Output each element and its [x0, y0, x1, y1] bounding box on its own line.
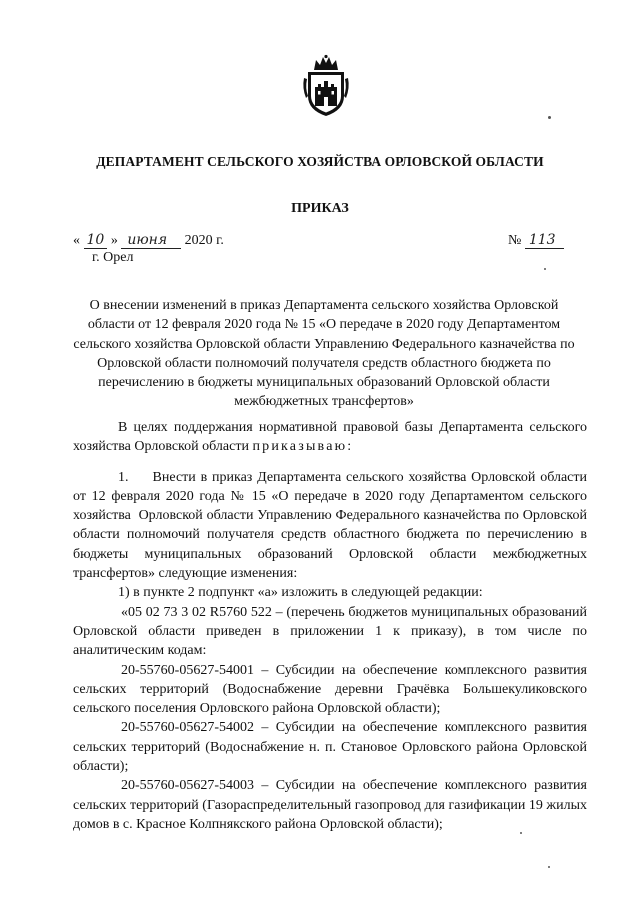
date-open-quote: « [73, 233, 80, 248]
department-name: ДЕПАРТАМЕНТ СЕЛЬСКОГО ХОЗЯЙСТВА ОРЛОВСКОЙ ОБЛАСТИ [96, 154, 544, 169]
code-54001-paragraph: 20-55760-05627-54001 – Субсидии на обеспечение комплексного развития сельских территорий (Водоснабжение деревни Грачёвка Большекуликовского сельского поселения Орловского района Орловской области); [73, 662, 587, 717]
document-type-title: ПРИКАЗ [291, 201, 349, 216]
preamble-text: В целях поддержания нормативной правовой базы Департамента сельского хозяйства Орловской области [73, 420, 587, 455]
code-54003-paragraph: 20-55760-05627-54003 – Субсидии на обеспечение комплексного развития сельских территорий (Газораспределительный газопровод для газификации 19 жилых домов в с. Красное Колпнякского района Орловской области); [73, 778, 587, 832]
number-value: 113 [525, 232, 564, 249]
orders-word: приказываю [252, 439, 348, 455]
item-1-paragraph: 1. Внести в приказ Департамента сельского хозяйства Орловской области от 12 февраля 2020 года № 15 «О передаче в 2020 году Департаментом сельского хозяйства Орловской области Управлению Федерального казначейства по Орловской области полномочий получателя средств областного бюджета по перечислению в бюджеты муниципальных образований Орловской области межбюджетных трансфертов» следующие изменения: [73, 469, 591, 582]
date-year: 2020 г. [184, 233, 224, 248]
quote-paragraph: «05 02 73 3 02 R5760 522 – (перечень бюджетов муниципальных образований Орловской области приведен в приложении 1 к приказу), в том числе по аналитическим кодам: [73, 604, 587, 659]
scan-speck [520, 832, 522, 834]
scan-speck [544, 268, 546, 270]
order-subject: О внесении изменений в приказ Департамента сельского хозяйства Орловской области от 12 февраля 2020 года № 15 «О передаче в 2020 году Департаментом сельского хозяйства Орловской области Управлению Федерального казначейства по Орловской области полномочий получателя средств областного бюджета по перечислению в бюджеты муниципальных образований Орловской области межбюджетных трансфертов» [73, 298, 575, 410]
scan-speck [548, 866, 550, 868]
orders-colon: : [347, 439, 352, 455]
order-body [73, 418, 591, 834]
number-label: № [508, 233, 522, 248]
subitem-1-paragraph: 1) в пункте 2 подпункт «а» изложить в следующей редакции: [118, 585, 483, 601]
preamble-paragraph [73, 418, 587, 457]
code-54002-paragraph: 20-55760-05627-54002 – Субсидии на обеспечение комплексного развития сельских территорий (Водоснабжение н. п. Становое Орловского района Орловской области); [73, 720, 587, 775]
coat-of-arms-icon [300, 54, 352, 118]
date-month: июня [121, 232, 181, 249]
order-city: г. Орел [92, 250, 134, 265]
order-date [73, 232, 224, 249]
order-number [508, 232, 564, 249]
scan-speck [548, 116, 551, 119]
date-day: 10 [84, 232, 108, 249]
date-close-quote: » [110, 233, 118, 248]
